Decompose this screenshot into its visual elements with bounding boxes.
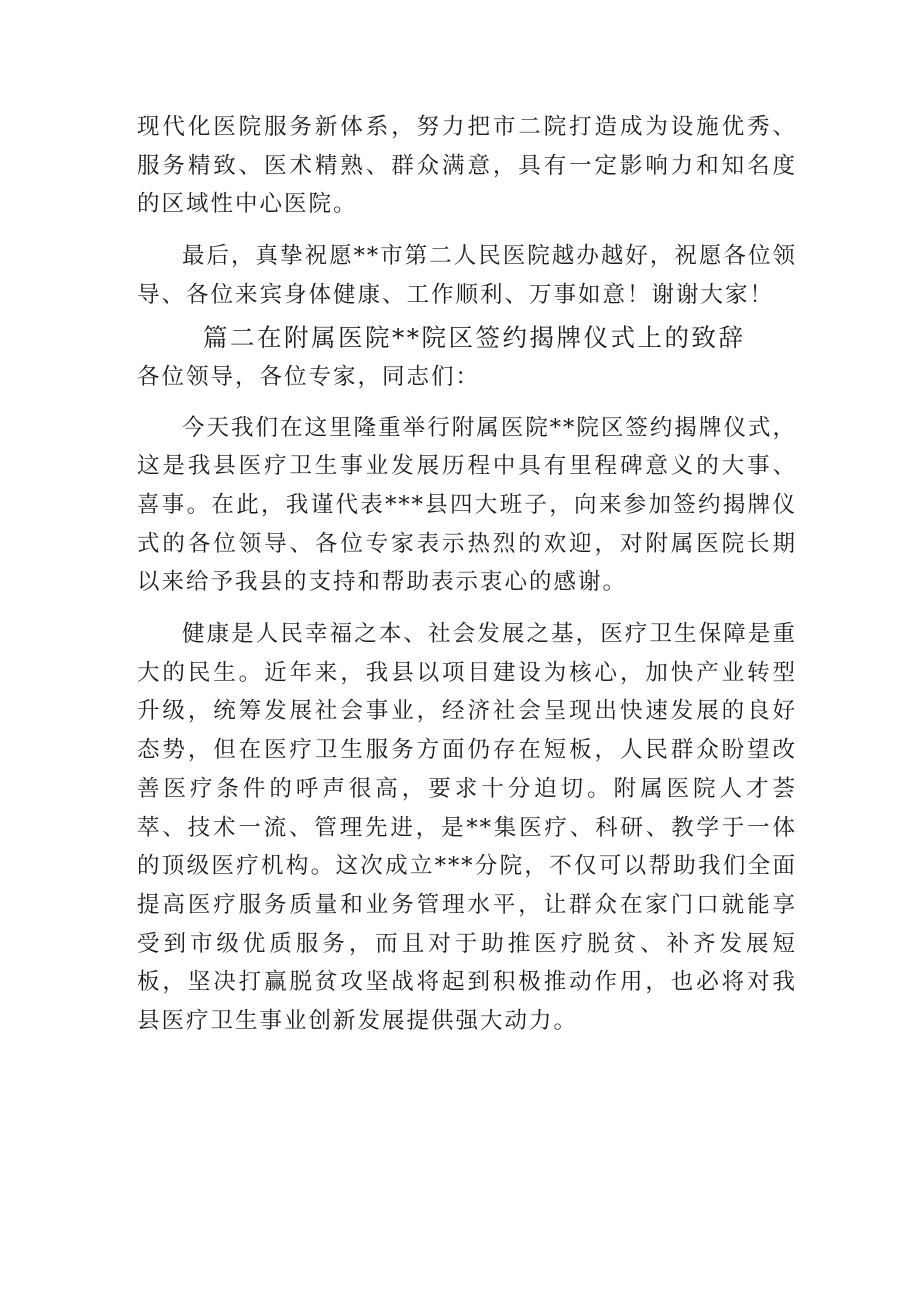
salutation: 各位领导，各位专家，同志们： [137, 363, 481, 390]
document-body [137, 108, 797, 1041]
closing-paragraph: 最后，真挚祝愿**市第二人民医院越办越好，祝愿各位领导、各位来宾身体健康、工作顺利、万事如意！谢谢大家！ [137, 243, 797, 308]
continuation-paragraph: 现代化医院服务新体系，努力把市二院打造成为设施优秀、服务精致、医术精熟、群众满意，具有一定影响力和知名度的区域性中心医院。 [137, 114, 797, 218]
body-paragraph-2: 健康是人民幸福之本、社会发展之基，医疗卫生保障是重大的民生。近年来，我县以项目建设为核心，加快产业转型升级，统筹发展社会事业，经济社会呈现出快速发展的良好态势，但在医疗卫生服务方面仍存在短板，人民群众盼望改善医疗条件的呼声很高，要求十分迫切。附属医院人才荟萃、技术一流、管理先进，是**集医疗、科研、教学于一体的顶级医疗机构。这次成立***分院，不仅可以帮助我们全面提高医疗服务质量和业务管理水平，让群众在家门口就能享受到市级优质服务，而且对于助推医疗脱贫、补齐发展短板，坚决打赢脱贫攻坚战将起到积极推动作用，也必将对我县医疗卫生事业创新发展提供强大动力。 [137, 621, 797, 1035]
section-title: 篇二在附属医院**院区签约揭牌仪式上的致辞 [203, 322, 746, 352]
body-paragraph-1: 今天我们在这里隆重举行附属医院**院区签约揭牌仪式，这是我县医疗卫生事业发展历程中具有里程碑意义的大事、喜事。在此，我谨代表***县四大班子，向来参加签约揭牌仪式的各位领导、各位专家表示热烈的欢迎，对附属医院长期以来给予我县的支持和帮助表示衷心的感谢。 [137, 414, 797, 596]
